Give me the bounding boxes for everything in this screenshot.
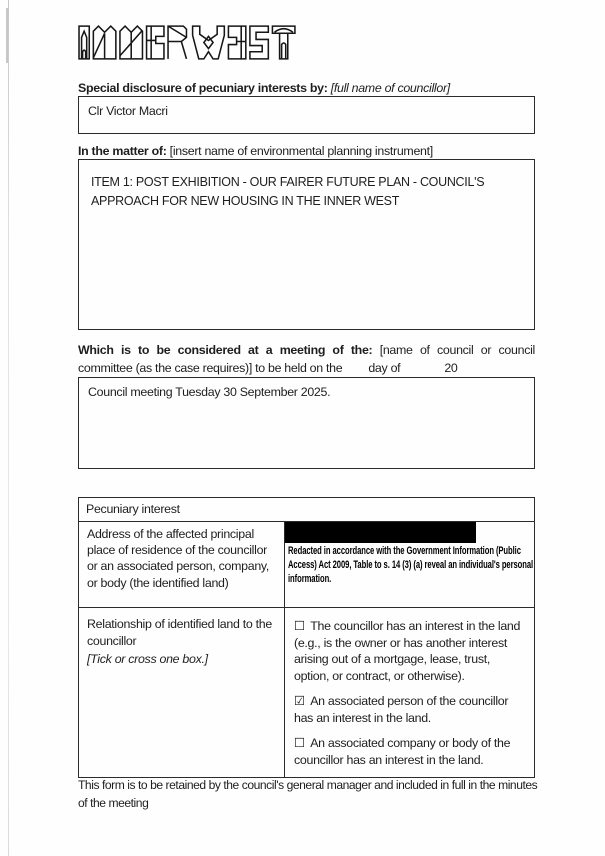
councillor-name-field[interactable] (78, 96, 535, 134)
scan-edge-artifact (8, 0, 9, 856)
option-associated-person-label: An associated person of the councillor has an interest in the land. (294, 694, 509, 725)
redaction-bar (285, 522, 476, 543)
address-row-value-cell (285, 522, 534, 607)
meeting-bracket-start: [name of council or council (379, 343, 535, 357)
matter-value: ITEM 1: POST EXHIBITION - OUR FAIRER FUTURE PLAN - COUNCIL'S APPROACH FOR NEW HOUSING IN THE INNER WEST (91, 175, 485, 208)
pecuniary-interest-table (78, 497, 535, 778)
option-councillor-interest[interactable] (294, 618, 525, 684)
checkbox-unchecked-icon[interactable]: ☐ (294, 618, 306, 633)
matter-field[interactable] (78, 159, 535, 330)
meeting-field[interactable] (78, 377, 535, 469)
option-associated-company[interactable] (294, 735, 525, 768)
disclosure-label (78, 80, 535, 96)
relationship-options-cell (285, 608, 534, 777)
address-row (79, 522, 534, 607)
relationship-row-label: Relationship of identified land to the councillor (87, 617, 272, 648)
matter-label (78, 143, 535, 159)
relationship-row-label-cell (79, 608, 285, 777)
meeting-paragraph (78, 342, 535, 377)
meeting-paragraph-line1 (78, 342, 535, 360)
meeting-held-text: to be held on the (255, 360, 343, 375)
checkbox-checked-icon[interactable]: ☑ (294, 693, 306, 708)
scan-edge-artifact-dash (6, 8, 8, 63)
inner-west-logo-letters (78, 22, 298, 63)
disclosure-label-bold: Special disclosure of pecuniary interests by: (78, 81, 331, 95)
option-associated-company-label: An associated company or body of the councillor has an interest in the land. (294, 736, 511, 767)
table-header-label: Pecuniary interest (86, 502, 180, 516)
day-of-label: day of (368, 360, 401, 375)
year-prefix: 20 (444, 360, 458, 375)
tick-instruction: [Tick or cross one box.] (87, 652, 208, 666)
meeting-paragraph-line2 (78, 360, 535, 378)
matter-label-bracket: [insert name of environmental planning instrument] (169, 144, 433, 158)
table-header (79, 498, 534, 522)
matter-label-bold: In the matter of: (78, 144, 170, 158)
address-row-label: Address of the affected principal place of residence of the councillor or an associated person, company, or body (the identified land) (87, 527, 270, 590)
retention-note: This form is to be retained by the council's general manager and included in full in the minutes of the meeting (78, 778, 538, 810)
meeting-value: Council meeting Tuesday 30 September 2025. (88, 385, 331, 399)
inner-west-logo (78, 22, 535, 64)
option-councillor-interest-label: The councillor has an interest in the land (e.g., is the owner or has another interest arising out of a mortgage, lease, trust, option, or contract, or otherwise). (294, 619, 521, 683)
councillor-name-value: Clr Victor Macri (88, 104, 168, 118)
address-row-label-cell (79, 522, 285, 607)
redaction-note: Redacted in accordance with the Government Information (Public Access) Act 2009, Table to s. 14 (3) (a) reveal an individual's personal information. (288, 545, 534, 585)
meeting-lead: Which is to be considered at a meeting of the: (78, 343, 380, 357)
option-associated-person[interactable] (294, 693, 525, 726)
checkbox-unchecked-icon[interactable]: ☐ (294, 735, 306, 750)
relationship-row (79, 607, 534, 777)
meeting-bracket-end: committee (as the case requires)] (78, 360, 256, 375)
disclosure-label-bracket: [full name of councillor] (330, 81, 450, 95)
